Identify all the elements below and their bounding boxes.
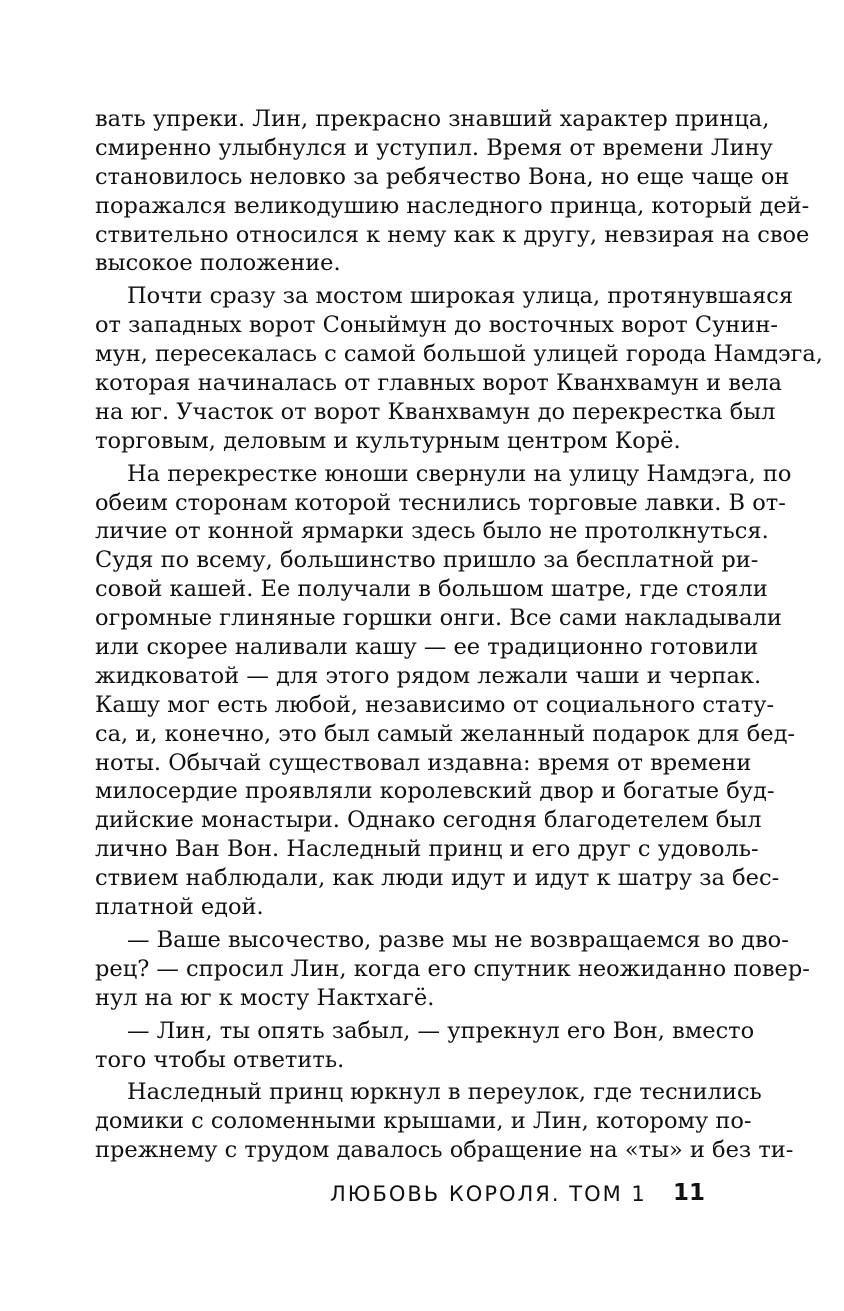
text-line: на юг. Участок от ворот Кванхвамун до перекрестка был [95,398,776,425]
text-line: На перекрестке юноши свернули на улицу Намдэга, по [127,460,792,487]
text-line: милосердие проявляли королевский двор и богатые буд- [95,778,775,805]
text-line: са, и, конечно, это был самый желанный подарок для бед- [95,720,796,747]
text-line: дийские монастыри. Однако сегодня благодетелем был [95,807,762,834]
text-line: Кашу мог есть любой, независимо от социального стату- [95,691,775,718]
text-line: вать упреки. Лин, прекрасно знавший характер принца, [95,106,770,132]
text-line: ствием наблюдали, как люди идут и идут к шатру за бес- [95,865,780,892]
text-line: ствительно относился к нему как к другу, невзирая на свое [95,221,810,248]
text-line: или скорее наливали кашу — ее традиционно готовили [95,634,759,661]
text-line: личие от конной ярмарки здесь было не протолкнуться. [95,518,769,545]
text-line: становилось неловко за ребячество Вона, но еще чаще он [95,163,790,190]
dialogue-line: — Лин, ты опять забыл, — упрекнул его Вон, вместо [127,1017,755,1044]
running-title: ЛЮБОВЬ КОРОЛЯ. ТОМ 1 [330,1182,647,1206]
text-line: Наследный принц юркнул в переулок, где теснились [127,1079,762,1106]
text-line: лично Ван Вон. Наследный принц и его друг с удоволь- [95,836,759,863]
dialogue-line: нул на юг к мосту Нактхагё. [95,984,435,1011]
page-footer [330,1182,705,1212]
page-number: 11 [672,1180,705,1206]
text-line: обеим сторонам которой теснились торговые лавки. В от- [95,489,786,516]
text-line: совой кашей. Ее получали в большом шатре, где стояли [95,576,768,603]
text-line: высокое положение. [95,250,341,277]
body-text [95,105,823,1165]
text-line: поражался великодушию наследного принца, который дей- [95,192,810,219]
text-line: огромные глиняные горшки онги. Все сами накладывали [95,605,782,632]
dialogue-line: того чтобы ответить. [95,1046,345,1073]
text-line: платной едой. [95,894,264,921]
text-line: Почти сразу за мостом широкая улица, протянувшаяся [127,283,794,310]
text-line: смиренно улыбнулся и уступил. Время от времени Лину [95,134,773,161]
text-line: от западных ворот Соныймун до восточных ворот Сунин- [95,312,778,339]
text-line: жидковатой — для этого рядом лежали чаши и черпак. [95,662,762,689]
text-line: ноты. Обычай существовал издавна: время от времени [95,749,752,776]
text-line: прежнему с трудом давалось обращение на «ты» и без ти- [95,1137,794,1164]
dialogue-line: рец? — спросил Лин, когда его спутник неожиданно повер- [95,955,810,982]
text-line: которая начиналась от главных ворот Кванхвамун и вела [95,370,782,397]
text-line: торговым, деловым и культурным центром Корё. [95,427,681,454]
text-line: Судя по всему, большинство пришло за бесплатной ри- [95,547,759,574]
text-line: мун, пересекалась с самой большой улицей города Намдэга, [95,341,823,368]
dialogue-line: — Ваше высочество, разве мы не возвращаемся во дво- [127,926,789,953]
text-line: домики с соломенными крышами, и Лин, которому по- [95,1108,752,1135]
